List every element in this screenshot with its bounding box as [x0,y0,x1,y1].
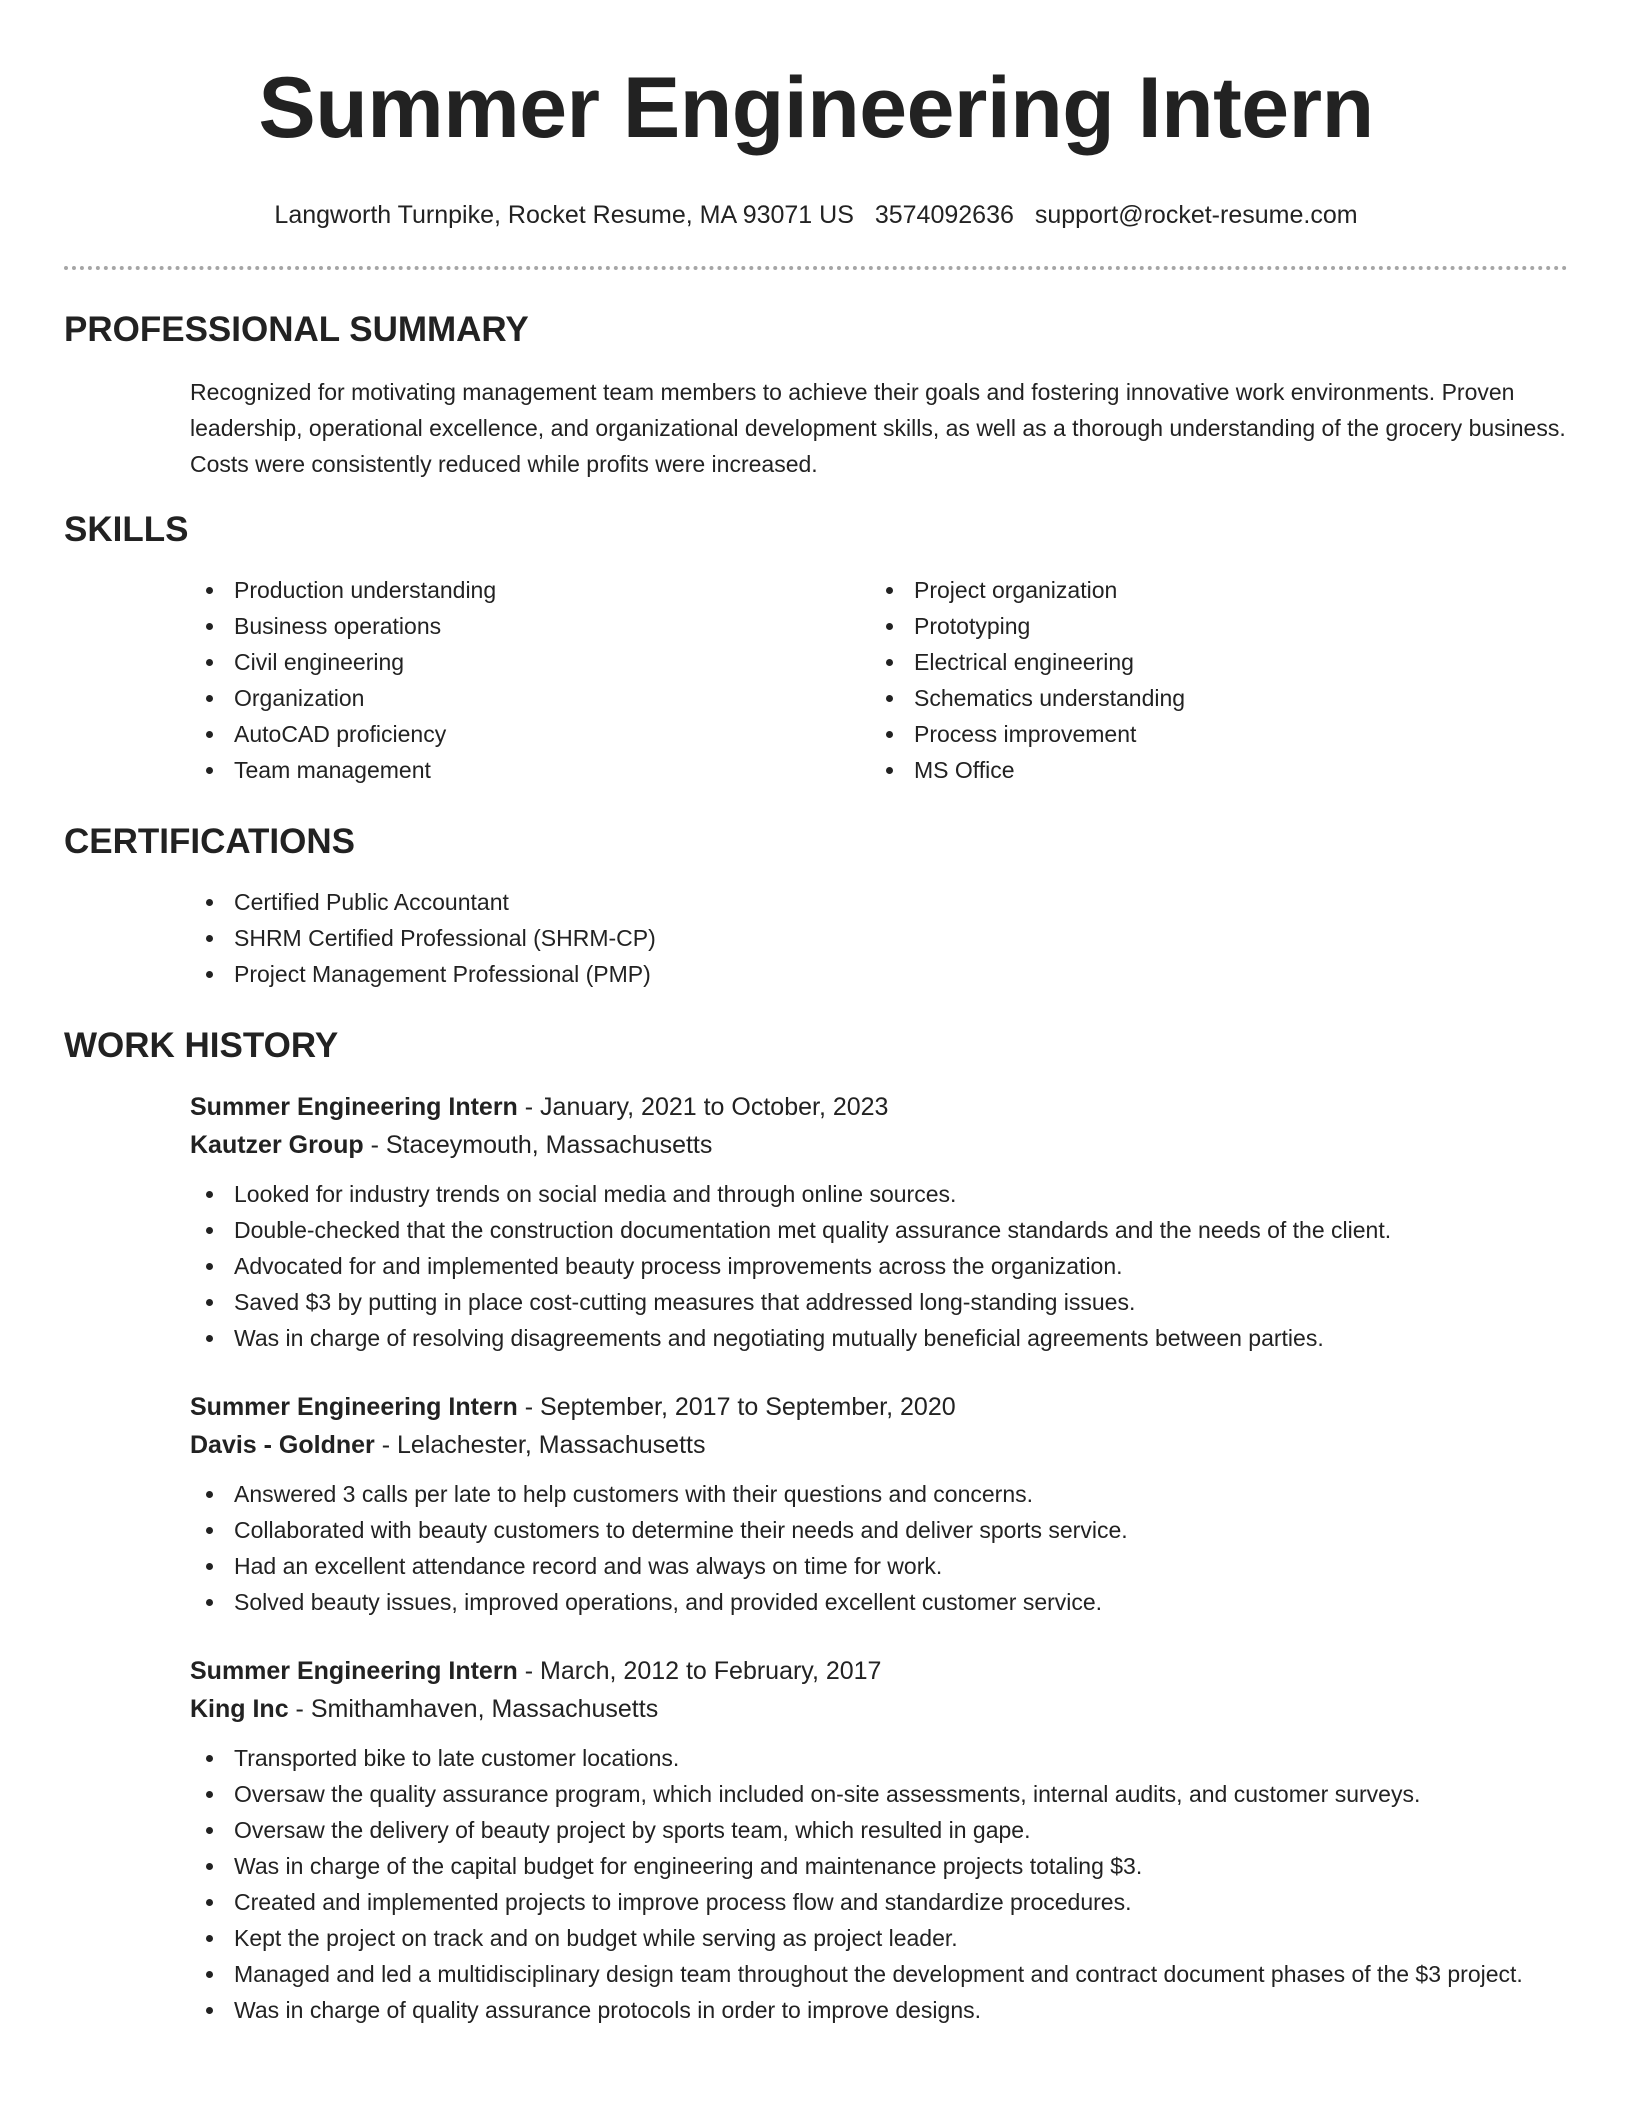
job-bullet: Advocated for and implemented beauty process improvements across the organization. [190,1248,1568,1284]
job-bullet: Was in charge of resolving disagreements and negotiating mutually beneficial agreements between parties. [190,1320,1568,1356]
job-location: - Staceymouth, Massachusetts [363,1131,713,1159]
job-location: - Smithamhaven, Massachusetts [288,1695,659,1723]
job-company-line [190,1690,1568,1728]
skills-heading: SKILLS [64,510,189,549]
skill-item: Organization [190,680,870,716]
job-role-line [190,1652,1568,1690]
job-bullet: Solved beauty issues, improved operations, and provided excellent customer service. [190,1584,1568,1620]
contact-line [64,200,1568,230]
resume-title: Summer Engineering Intern [258,60,1374,156]
job-entry [64,1388,1568,1620]
certification-item: Project Management Professional (PMP) [190,956,1568,992]
skill-item: Business operations [190,608,870,644]
job-bullets [190,1740,1568,2028]
summary-section [64,310,1568,482]
certifications-section [64,822,1568,992]
job-bullet: Was in charge of the capital budget for engineering and maintenance projects totaling $3. [190,1848,1568,1884]
job-bullets [190,1476,1568,1620]
contact-email: support@rocket-resume.com [1034,201,1358,229]
certifications-heading: CERTIFICATIONS [64,822,356,861]
job-company: King Inc [190,1695,289,1723]
job-bullet: Looked for industry trends on social media and through online sources. [190,1176,1568,1212]
skill-item: Process improvement [870,716,1550,752]
job-bullet: Was in charge of quality assurance protocols in order to improve designs. [190,1992,1568,2028]
job-role-line [190,1088,1568,1126]
skills-list-left [190,572,870,788]
contact-phone: 3574092636 [874,201,1014,229]
job-bullet: Double-checked that the construction documentation met quality assurance standards and the needs of the client. [190,1212,1568,1248]
job-bullet: Had an excellent attendance record and was always on time for work. [190,1548,1568,1584]
work-history-heading: WORK HISTORY [64,1026,339,1065]
certification-item: SHRM Certified Professional (SHRM-CP) [190,920,1568,956]
job-company-line [190,1126,1568,1164]
job-company: Davis - Goldner [190,1431,375,1459]
skill-item: Electrical engineering [870,644,1550,680]
job-bullet: Managed and led a multidisciplinary design team throughout the development and contract document phases of the $3 project. [190,1956,1568,1992]
skill-item: AutoCAD proficiency [190,716,870,752]
job-bullet: Oversaw the quality assurance program, which included on-site assessments, internal audits, and customer surveys. [190,1776,1568,1812]
job-company: Kautzer Group [190,1131,364,1159]
header-divider [64,266,1568,270]
job-role-line [190,1388,1568,1426]
skill-item: Civil engineering [190,644,870,680]
job-dates: - March, 2012 to February, 2017 [517,1657,882,1685]
job-bullet: Oversaw the delivery of beauty project by sports team, which resulted in gape. [190,1812,1568,1848]
job-entry [64,1088,1568,1356]
certification-item: Certified Public Accountant [190,884,1568,920]
summary-text: Recognized for motivating management team members to achieve their goals and fostering innovative work environments. Proven leadership, operational excellence, and organizational development skills, as well as a thorough understanding of the grocery business. Costs were consistently reduced while profits were increased. [190,379,1566,477]
skill-item: Prototyping [870,608,1550,644]
certifications-list [64,884,1568,992]
job-bullet: Collaborated with beauty customers to determine their needs and deliver sports service. [190,1512,1568,1548]
skill-item: Project organization [870,572,1550,608]
skill-item: Team management [190,752,870,788]
skill-item: MS Office [870,752,1550,788]
skills-section [64,510,1568,788]
skill-item: Production understanding [190,572,870,608]
skill-item: Schematics understanding [870,680,1550,716]
summary-heading: PROFESSIONAL SUMMARY [64,310,529,349]
job-dates: - September, 2017 to September, 2020 [517,1393,956,1421]
job-bullet: Transported bike to late customer locations. [190,1740,1568,1776]
job-role: Summer Engineering Intern [190,1093,518,1121]
job-company-line [190,1426,1568,1464]
work-history-section [64,1026,1568,2028]
skills-list-right [870,572,1550,788]
job-bullets [190,1176,1568,1356]
job-role: Summer Engineering Intern [190,1393,518,1421]
job-role: Summer Engineering Intern [190,1657,518,1685]
job-dates: - January, 2021 to October, 2023 [517,1093,889,1121]
job-location: - Lelachester, Massachusetts [374,1431,706,1459]
job-entry [64,1652,1568,2028]
skills-columns [64,572,1568,788]
job-bullet: Kept the project on track and on budget while serving as project leader. [190,1920,1568,1956]
job-bullet: Saved $3 by putting in place cost-cutting measures that addressed long-standing issues. [190,1284,1568,1320]
contact-address: Langworth Turnpike, Rocket Resume, MA 93071 US [274,201,854,229]
job-bullet: Created and implemented projects to improve process flow and standardize procedures. [190,1884,1568,1920]
job-bullet: Answered 3 calls per late to help customers with their questions and concerns. [190,1476,1568,1512]
